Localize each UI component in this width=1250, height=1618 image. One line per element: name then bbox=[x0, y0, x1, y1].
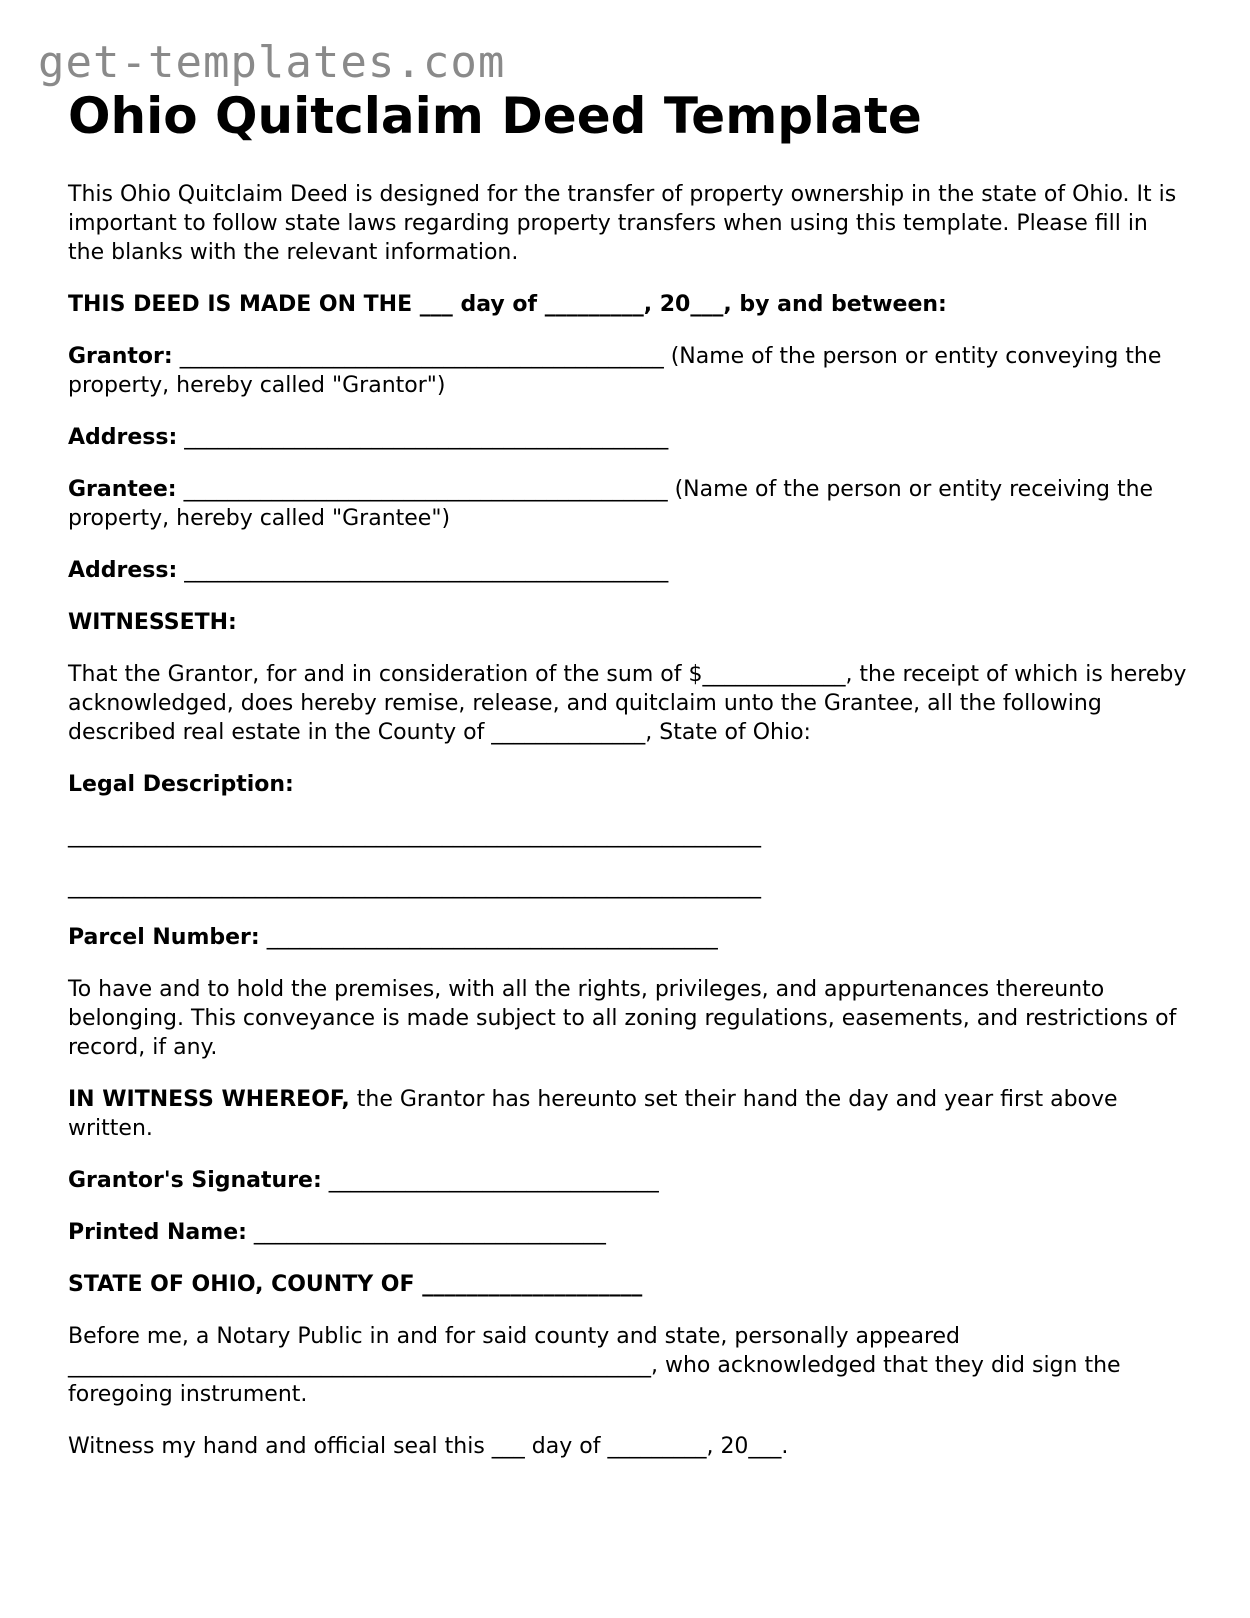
legal-description-line-1: _______________________________________________________________ bbox=[68, 823, 761, 848]
parcel-number-blank: _________________________________________ bbox=[259, 925, 718, 950]
printed-name-label: Printed Name: bbox=[68, 1220, 247, 1245]
in-witness-text: the Grantor has hereunto set their hand the day and year first above written. bbox=[68, 1087, 1118, 1141]
grantee-address-blank: ____________________________________________ bbox=[177, 558, 669, 583]
watermark: get-templates.com bbox=[38, 37, 506, 88]
parcel-number-line bbox=[68, 923, 1190, 952]
grantee-line bbox=[68, 475, 1190, 533]
witnesseth-text: WITNESSETH: bbox=[68, 610, 237, 635]
printed-name-blank: ________________________________ bbox=[246, 1220, 606, 1245]
deed-made-line bbox=[68, 290, 1190, 319]
grantee-label: Grantee: bbox=[68, 477, 177, 502]
legal-description-heading bbox=[68, 770, 1190, 799]
grantee-address-line bbox=[68, 556, 1190, 585]
in-witness-label: IN WITNESS WHEREOF, bbox=[68, 1087, 350, 1112]
deed-made-text: THIS DEED IS MADE ON THE ___ day of _________, 20___, by and between: bbox=[68, 292, 947, 317]
grantee-address-label: Address: bbox=[68, 558, 178, 583]
document bbox=[68, 86, 1190, 1484]
grantor-label: Grantor: bbox=[68, 344, 173, 369]
legal-description-label: Legal Description: bbox=[68, 772, 294, 797]
witness-seal-line: Witness my hand and official seal this ___ day of _________, 20___. bbox=[68, 1434, 789, 1459]
habendum-paragraph: To have and to hold the premises, with all the rights, privileges, and appurtenances thereunto belonging. This conveyance is made subject to all zoning regulations, easements, and restrictions of record, if any. bbox=[68, 977, 1177, 1060]
grantor-address-blank: ____________________________________________ bbox=[177, 425, 669, 450]
grantor-address-label: Address: bbox=[68, 425, 178, 450]
grantor-signature-label: Grantor's Signature: bbox=[68, 1168, 322, 1193]
grantor-address-line bbox=[68, 423, 1190, 452]
grantor-signature-line bbox=[68, 1166, 1190, 1195]
notary-paragraph: Before me, a Notary Public in and for said county and state, personally appeared _____________________________________________________, who acknowledged that they did sign the foregoing instrument. bbox=[68, 1324, 1121, 1407]
legal-description-line-2: _______________________________________________________________ bbox=[68, 874, 761, 899]
consideration-paragraph: That the Grantor, for and in consideration of the sum of $_____________, the receipt of which is hereby acknowledged, does hereby remise, release, and quitclaim unto the Grantee, all the following described real estate in the County of ______________, State of Ohio: bbox=[68, 662, 1187, 745]
grantor-signature-blank: ______________________________ bbox=[321, 1168, 659, 1193]
witnesseth-heading bbox=[68, 608, 1190, 637]
state-county-text: STATE OF OHIO, COUNTY OF ____________________ bbox=[68, 1272, 643, 1297]
intro-paragraph: This Ohio Quitclaim Deed is designed for the transfer of property ownership in the state of Ohio. It is important to follow state laws regarding property transfers when using this template. Please fill in the blanks with the relevant information. bbox=[68, 182, 1177, 265]
in-witness-paragraph bbox=[68, 1085, 1190, 1143]
parcel-number-label: Parcel Number: bbox=[68, 925, 260, 950]
grantor-text: ____________________________________________ (Name of the person or entity conveying the property, hereby called "Grantor") bbox=[68, 344, 1162, 398]
grantor-line bbox=[68, 342, 1190, 400]
printed-name-line bbox=[68, 1218, 1190, 1247]
state-county-line bbox=[68, 1270, 1190, 1299]
grantee-text: ____________________________________________ (Name of the person or entity receiving the property, hereby called "Grantee") bbox=[68, 477, 1154, 531]
page-title: Ohio Quitclaim Deed Template bbox=[68, 87, 922, 145]
